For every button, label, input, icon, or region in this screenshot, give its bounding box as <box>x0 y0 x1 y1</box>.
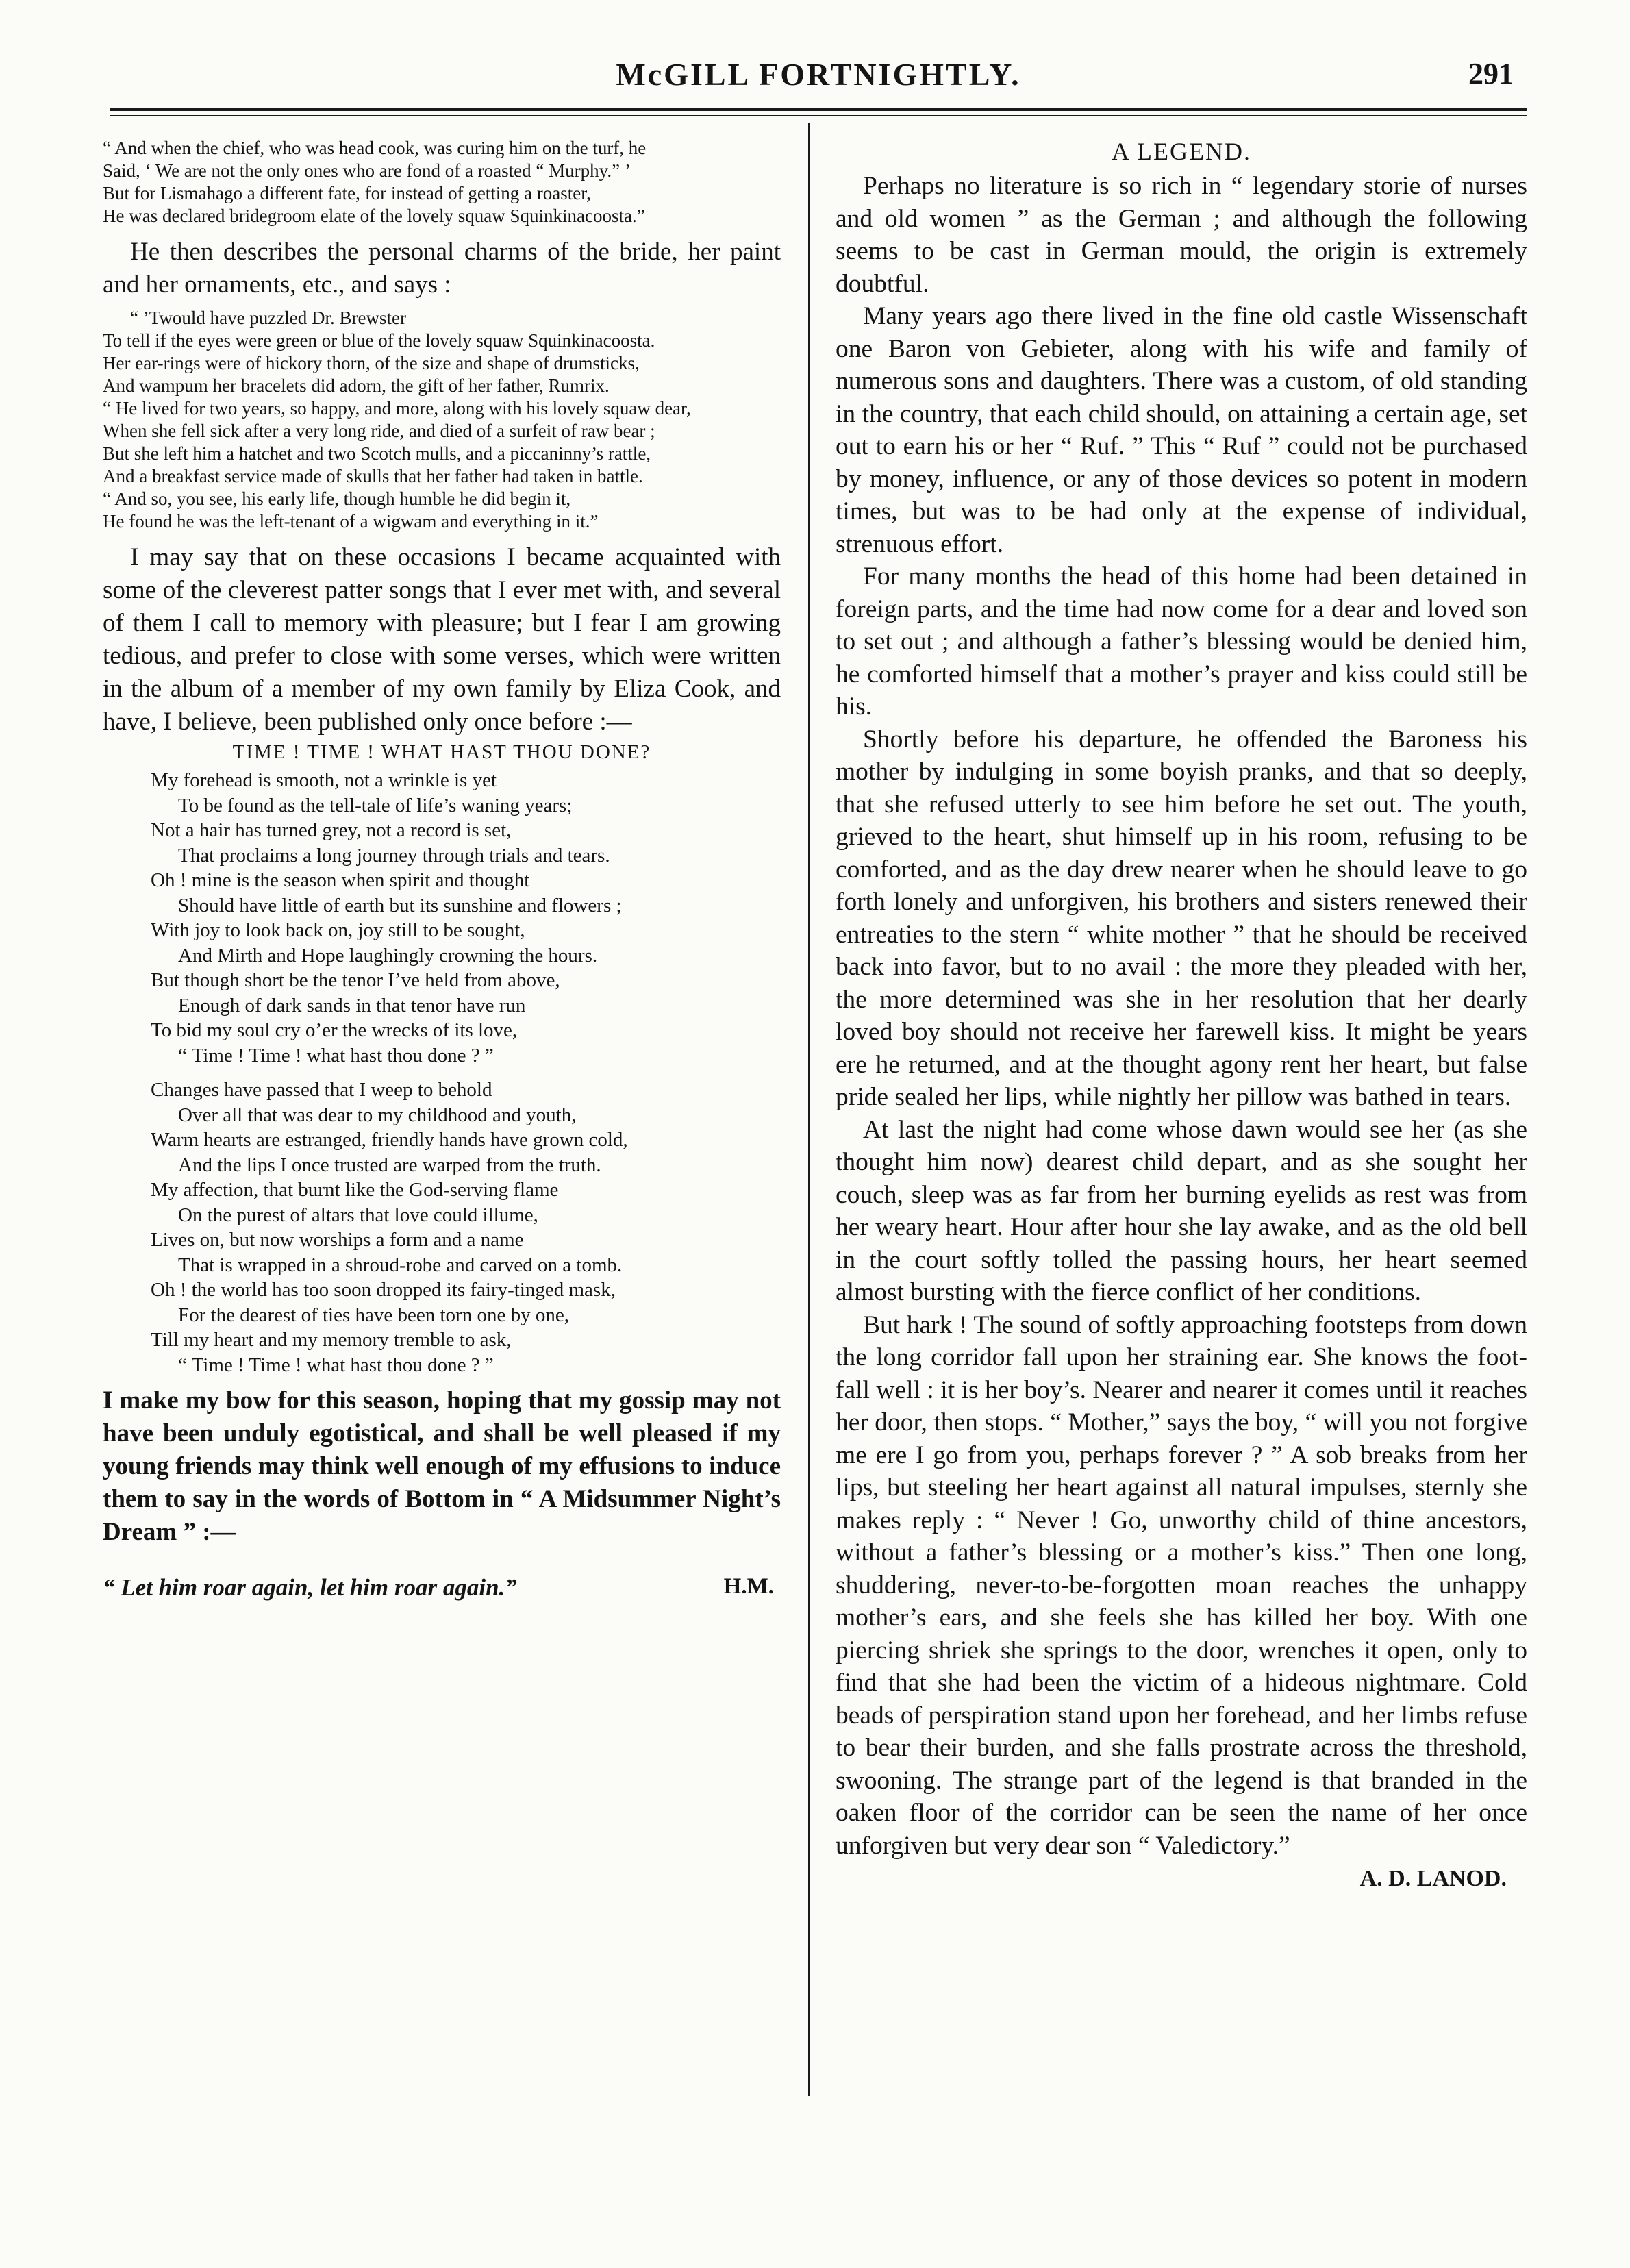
poem-line: Should have little of earth but its sunshine and flowers ; <box>178 894 622 917</box>
poem-title: TIME ! TIME ! WHAT HAST THOU DONE? <box>232 741 651 763</box>
verse-line: But she left him a hatchet and two Scotch mulls, and a piccaninny’s rattle, <box>103 443 651 464</box>
paragraph-patter-songs: I may say that on these occasions I became acquainted with some of the cleverest patter songs that I ever met with, and several of them I call to memory with pleasure; but I fear I am growing tedious, and prefer to close with some verses, which were written in the album of a member of my own family by Eliza Cook, and have, I believe, been published only once before :— <box>103 543 781 736</box>
verse-line: “ And so, you see, his early life, though humble he did begin it, <box>103 488 571 509</box>
poem-line: Till my heart and my memory tremble to ask, <box>151 1329 512 1351</box>
poem-line: Warm hearts are estranged, friendly hands have grown cold, <box>151 1129 628 1151</box>
poem-line: My forehead is smooth, not a wrinkle is yet <box>151 769 497 791</box>
legend-paragraph: Many years ago there lived in the fine old castle Wissenschaft one Baron von Gebieter, along with his wife and family of numerous sons and daughters. There was a custom, of old standing in the country, that each child should, on attaining a certain age, set out to earn his or her “ Ruf. ” This “ Ruf ” could not be purchased by money, influence, or any of those devices so potent in modern times, but was to be had only at the expense of individual, strenuous effort. <box>836 302 1527 558</box>
poem-line: Oh ! mine is the season when spirit and thought <box>151 869 530 891</box>
legend-paragraph: Shortly before his departure, he offended the Baroness his mother by indulging in some boyish pranks, and that so deeply, that she refused utterly to see him before he set out. The youth, grieved to the heart, shut himself up in his room, refusing to be comforted, and as the day drew nearer when he should leave to go forth lonely and unforgiven, his brothers and sisters renewed their entreaties to the stern “ white mother ” that he should be received back into favor, but to no avail : the more they pleaded with her, the more determined was she in her resolution that her dearly loved boy should not receive her farewell kiss. It might be years ere he returned, and at the thought agony rent her heart, but false pride sealed her lips, while nightly her pillow was bathed in tears. <box>836 725 1527 1111</box>
poem-line: To bid my soul cry o’er the wrecks of its love, <box>151 1019 518 1041</box>
poem-stanza-1 <box>103 768 781 1068</box>
verse-line: To tell if the eyes were green or blue of the lovely squaw Squinkinacoosta. <box>103 330 655 351</box>
column-divider <box>808 123 810 2096</box>
signature-lanod: A. D. LANOD. <box>1359 1866 1507 1891</box>
poem-line: And the lips I once trusted are warped from the truth. <box>178 1154 601 1176</box>
left-column <box>103 137 781 1607</box>
verse-line: And a breakfast service made of skulls that her father had taken in battle. <box>103 466 643 486</box>
poem-line: On the purest of altars that love could illume, <box>178 1204 538 1226</box>
poem-line: And Mirth and Hope laughingly crowning the hours. <box>178 944 598 967</box>
poem-line: That proclaims a long journey through trials and tears. <box>178 844 610 867</box>
signature-hm: H.M. <box>723 1574 774 1599</box>
closing-paragraph: I make my bow for this season, hoping that my gossip may not have been unduly egotistical, and shall be well pleased if my young friends may think well enough of my effusions to induce them to say in the words of Bottom in “ A Midsummer Night’s Dream ” :— <box>103 1386 781 1546</box>
poem-line: Changes have passed that I weep to behold <box>151 1079 492 1101</box>
page-header <box>96 56 1541 104</box>
poem-line: Oh ! the world has too soon dropped its fairy-tinged mask, <box>151 1279 616 1301</box>
poem-line: That is wrapped in a shroud-robe and carved on a tomb. <box>178 1254 623 1276</box>
legend-paragraph: At last the night had come whose dawn would see her (as she thought him now) dearest child depart, and as she sought her couch, sleep was as far from her burning eyelids as rest was from her weary heart. Hour after hour she lay awake, and as the old bell in the court softly tolled the passing hours, her heart seemed almost bursting with the fierce conflict of her conditions. <box>836 1115 1527 1306</box>
poem-line: With joy to look back on, joy still to be sought, <box>151 919 525 941</box>
legend-paragraph: Perhaps no literature is so rich in “ legendary storie of nurses and old women ” as the German ; and although the following seems to be cast in German mould, the origin is extremely doubtful. <box>836 172 1527 298</box>
verse-line: Said, ‘ We are not the only ones who are fond of a roasted “ Murphy.” ’ <box>103 160 631 181</box>
poem-line: For the dearest of ties have been torn one by one, <box>178 1304 569 1326</box>
verse-line: He found he was the left-tenant of a wigwam and everything in it.” <box>103 511 599 532</box>
poem-line: “ Time ! Time ! what hast thou done ? ” <box>178 1354 494 1376</box>
poem-line: Enough of dark sands in that tenor have run <box>178 994 526 1017</box>
poem-line: Over all that was dear to my childhood and youth, <box>178 1104 577 1126</box>
verse-line: But for Lismahago a different fate, for instead of getting a roaster, <box>103 183 591 203</box>
article-title: A LEGEND. <box>1112 138 1251 165</box>
legend-paragraph: But hark ! The sound of softly approaching footsteps from down the long corridor fall upon her straining ear. She knows the foot-fall well : it is her boy’s. Nearer and nearer it comes until it reaches her door, then stops. “ Mother,” says the boy, “ will you not forgive me ere I go from you, perhaps forever ? ” A sob breaks from her lips, but steeling her heart against all natural impulses, sternly she makes reply : “ Never ! Go, unworthy child of thine ancestors, without a father’s blessing or a mother’s kiss.” Then one long, shuddering, never-to-be-forgotten moan reaches the unhappy mother’s ears, and she feels she has killed her boy. With one piercing shriek she springs to the door, wrenches it open, only to find that she had been the victim of a hideous nightmare. Cold beads of perspiration stand upon her forehead, and her limbs refuse to bear their burden, and she falls prostrate across the threshold, swooning. The strange part of the legend is that branded in the oaken floor of the corridor can be seen the name of her once unforgiven but very dear son “ Valedictory.” <box>836 1310 1527 1860</box>
poem-line: Lives on, but now worships a form and a name <box>151 1229 524 1251</box>
poem-line: Not a hair has turned grey, not a record is set, <box>151 819 512 841</box>
paragraph-bride: He then describes the personal charms of the bride, her paint and her ornaments, etc., and says : <box>103 238 781 299</box>
verse-lismahago <box>103 137 781 227</box>
running-title: McGILL FORTNIGHTLY. <box>616 57 1021 92</box>
verse-squaw <box>103 307 781 533</box>
verse-line: Her ear-rings were of hickory thorn, of the size and shape of drumsticks, <box>103 353 640 373</box>
poem-line: To be found as the tell-tale of life’s waning years; <box>178 794 573 817</box>
verse-line: “ ’Twould have puzzled Dr. Brewster <box>130 308 406 328</box>
page-number: 291 <box>1468 57 1514 90</box>
poem-line: But though short be the tenor I’ve held from above, <box>151 969 560 991</box>
legend-paragraph: For many months the head of this home had been detained in foreign parts, and the time had now come for a dear and loved son to set out ; and although a father’s blessing would be denied him, he comforted himself that a mother’s prayer and kiss could still be his. <box>836 562 1527 721</box>
closing-quote: “ Let him roar again, let him roar again.” <box>103 1574 517 1601</box>
right-column <box>836 137 1527 1892</box>
header-rule-thin <box>110 115 1527 116</box>
verse-line: He was declared bridegroom elate of the lovely squaw Squinkinacoosta.” <box>103 205 645 226</box>
verse-line: “ And when the chief, who was head cook, was curing him on the turf, he <box>103 138 647 158</box>
poem-line: “ Time ! Time ! what hast thou done ? ” <box>178 1044 494 1067</box>
closing-signature-row <box>103 1574 781 1607</box>
poem-stanza-2 <box>103 1077 781 1378</box>
verse-line: “ He lived for two years, so happy, and more, along with his lovely squaw dear, <box>103 398 691 419</box>
header-rule <box>110 108 1527 111</box>
verse-line: When she fell sick after a very long ride, and died of a surfeit of raw bear ; <box>103 421 655 441</box>
poem-line: My affection, that burnt like the God-serving flame <box>151 1179 559 1201</box>
verse-line: And wampum her bracelets did adorn, the gift of her father, Rumrix. <box>103 375 610 396</box>
